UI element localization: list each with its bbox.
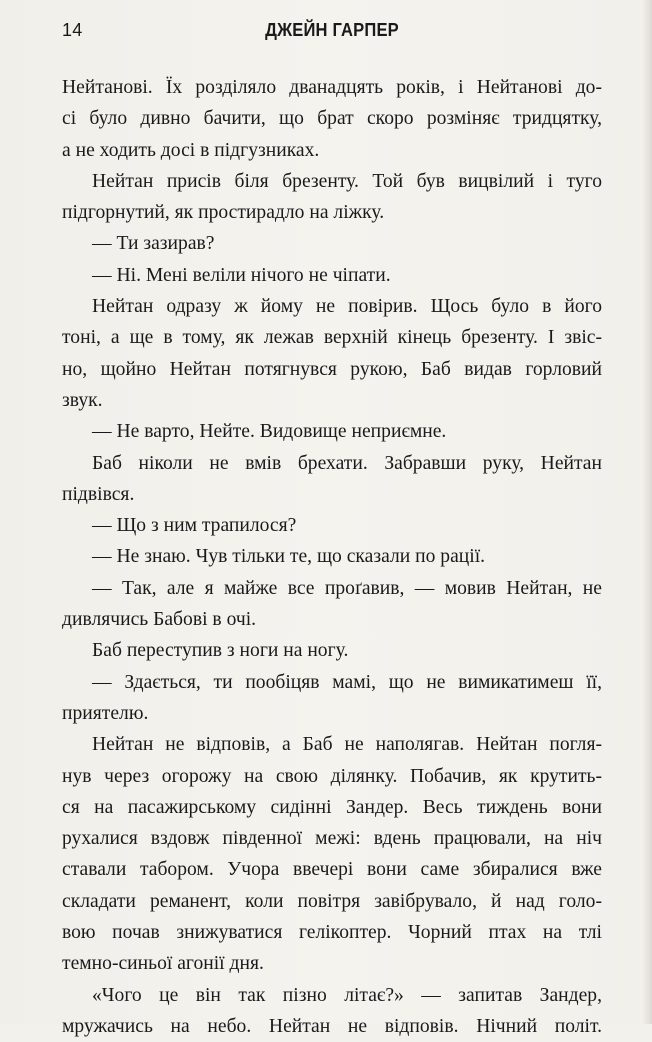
text-line: нув через огорожу на свою ділянку. Побачив, як крутить- xyxy=(62,765,602,787)
text-line: Нейтан не відповів, а Баб не наполягав. Нейтан погля- xyxy=(92,734,602,756)
text-line: мружачись на небо. Нейтан не відповів. Нічний політ. xyxy=(62,1015,602,1037)
text-line: Нейтанові. Їх розділяло дванадцять років, і Нейтанові до- xyxy=(62,77,602,98)
text-line: — Ти зазирав? xyxy=(92,233,215,255)
text-line: Нейтан присів біля брезенту. Той був вицвілий і туго xyxy=(92,170,602,192)
text-line: сі було дивно бачити, що брат скоро розміняє тридцятку, xyxy=(62,108,602,130)
text-line: — Не знаю. Чув тільки те, що сказали по рації. xyxy=(92,546,486,568)
page-number: 14 xyxy=(62,20,83,40)
text-line: ставали табором. Учора ввечері вони саме збиралися вже xyxy=(62,859,602,881)
text-line: — Не варто, Нейте. Видовище неприємне. xyxy=(92,421,447,443)
text-line: — Що з ним трапилося? xyxy=(92,515,297,537)
page-edge-shadow xyxy=(642,0,652,1024)
text-line: вою почав знижуватися гелікоптер. Чорний птах на тлі xyxy=(62,922,602,944)
text-line: дивлячись Бабові в очі. xyxy=(62,609,257,631)
text-line: підгорнутий, як простирадло на ліжку. xyxy=(62,202,385,224)
text-line: Баб переступив з ноги на ногу. xyxy=(92,640,349,662)
text-line: складати реманент, коли повітря завібрувало, й над голо- xyxy=(62,890,602,912)
body-text xyxy=(62,72,602,1042)
text-line: тоні, а ще в тому, як лежав верхній кінець брезенту. І звіс- xyxy=(62,327,602,349)
text-line: темно-синьої агонії дня. xyxy=(62,953,264,975)
text-line: «Чого це він так пізно літає?» — запитав Зандер, xyxy=(92,984,602,1006)
text-line: — Так, але я майже все проґавив, — мовив Нейтан, не xyxy=(92,577,602,599)
text-line: звук. xyxy=(62,389,103,411)
running-head: ДЖЕЙН ГАРПЕР xyxy=(265,20,399,40)
text-line: но, щойно Нейтан потягнувся рукою, Баб видав горловий xyxy=(62,358,602,380)
text-line: Баб ніколи не вмів брехати. Забравши руку, Нейтан xyxy=(92,452,602,474)
text-line: ся на пасажирському сидінні Зандер. Весь тиждень вони xyxy=(62,796,602,818)
text-line: — Здається, ти пообіцяв мамі, що не вимикатимеш її, xyxy=(92,671,602,693)
text-line: рухалися вздовж південної межі: вдень працювали, на ніч xyxy=(62,828,602,850)
text-line: приятелю. xyxy=(62,702,149,724)
page-header xyxy=(62,20,602,44)
text-line: а не ходить досі в підгузниках. xyxy=(62,139,320,161)
text-line: підвівся. xyxy=(62,483,135,505)
text-line: Нейтан одразу ж йому не повірив. Щось було в його xyxy=(92,296,602,318)
text-line: — Ні. Мені веліли нічого не чіпати. xyxy=(92,264,391,286)
